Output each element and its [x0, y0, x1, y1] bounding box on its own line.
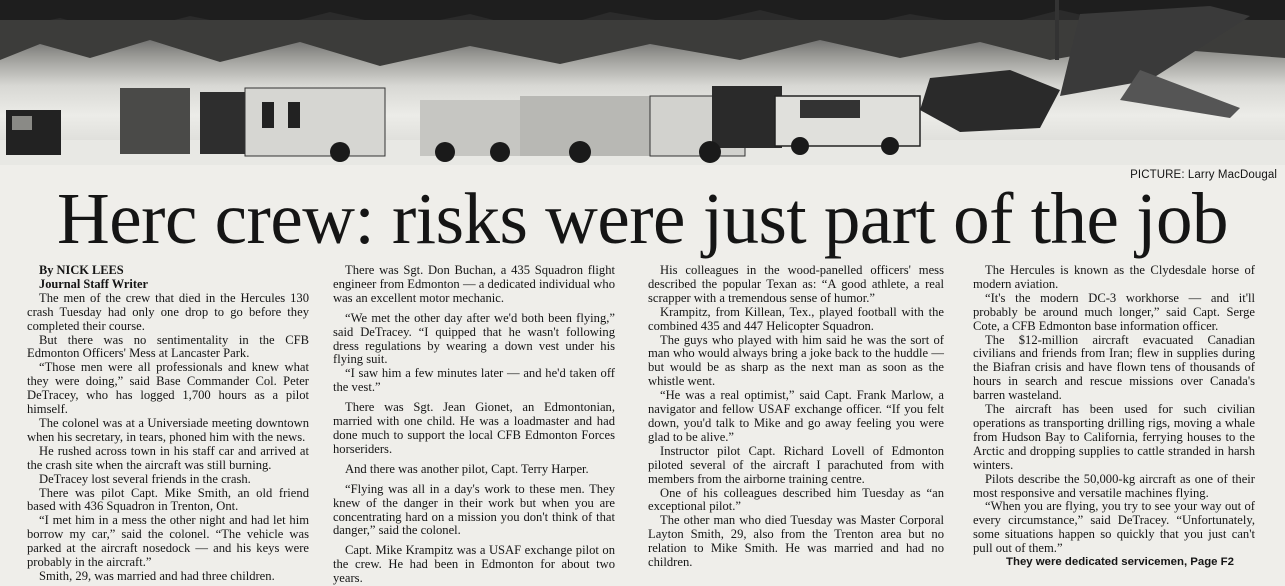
- paragraph: One of his colleagues described him Tuesday as “an exceptional pilot.”: [648, 485, 944, 514]
- paragraph: “We met the other day after we'd both been flying,” said DeTracey. “I quipped that he wasn't following dress regulations by wearing a down vest under his flying suit.: [333, 310, 615, 367]
- paragraph: Smith, 29, was married and had three children.: [39, 568, 275, 583]
- paragraph: Capt. Mike Krampitz was a USAF exchange pilot on the crew. He had been in Edmonton for about two years.: [333, 543, 615, 586]
- paragraph: The guys who played with him said he was the sort of man who would always bring a joke back to the huddle — but would be as sharp as the next man as soon as the whistle went.: [648, 332, 944, 389]
- paragraph: The colonel was at a Universiade meeting downtown when his secretary, in tears, phoned him with the news.: [27, 415, 309, 444]
- paragraph: The Hercules is known as the Clydesdale horse of modern aviation.: [973, 263, 1255, 291]
- byline-role: Journal Staff Writer: [39, 276, 148, 291]
- article-column-4: [973, 264, 1255, 570]
- news-photo: [0, 0, 1285, 165]
- byline-author: By NICK LEES: [39, 263, 124, 277]
- paragraph: There was Sgt. Don Buchan, a 435 Squadron flight engineer from Edmonton — a dedicated individual who was an excellent motor mechanic.: [333, 263, 615, 305]
- paragraph: The other man who died Tuesday was Master Corporal Layton Smith, 29, also from the Trenton area but no relation to Mike Smith. He was married and had no children.: [648, 513, 944, 570]
- paragraph: His colleagues in the wood-panelled officers' mess described the popular Texan as: “A good athlete, a real scrapper with a tremendous sense of humor.”: [648, 263, 944, 305]
- paragraph: There was pilot Capt. Mike Smith, an old friend based with 436 Squadron in Trenton, Ont.: [27, 485, 309, 514]
- paragraph: “I saw him a few minutes later — and he'd taken off the vest.”: [333, 366, 615, 395]
- paragraph: There was Sgt. Jean Gionet, an Edmontonian, married with one child. He was a loadmaster and had done much to support the local CFB Edmonton Forces horseriders.: [333, 400, 615, 456]
- paragraph: The $12-million aircraft evacuated Canadian civilians and friends from Iran; flew in supplies during the Biafran crisis and have flown tens of thousands of hours in search and rescue missions over Canada's barren wasteland.: [973, 332, 1255, 403]
- paragraph: “Flying was all in a day's work to these men. They knew of the danger in their work but when you are concentrating hard on a mission you don't think of that danger,” said the colonel.: [333, 481, 615, 538]
- photo-credit: PICTURE: Larry MacDougal: [1130, 169, 1277, 181]
- paragraph: “Those men were all professionals and knew what they were doing,” said Base Commander Col. Peter DeTracey, who has logged 1,700 hours as a pilot himself.: [27, 360, 309, 417]
- paragraph: The men of the crew that died in the Hercules 130 crash Tuesday had only one drop to go before they completed their course.: [27, 290, 309, 333]
- paragraph: But there was no sentimentality in the CFB Edmonton Officers' Mess at Lancaster Park.: [27, 332, 309, 361]
- paragraph: Instructor pilot Capt. Richard Lovell of Edmonton piloted several of the aircraft I parachuted from with members from the airborne training centre.: [648, 443, 944, 486]
- crash-site-photo: [0, 0, 1285, 165]
- paragraph: “When you are flying, you try to see your way out of every circumstance,” said DeTracey. “Unfortunately, some situations happen so quickly that you just can't pull out of them.”: [973, 499, 1255, 556]
- paragraph: “I met him in a mess the other night and had let him borrow my car,” said the colonel. “The vehicle was parked at the aircraft nosedock — and his keys were probably in the aircraft.”: [27, 513, 309, 570]
- paragraph: And there was another pilot, Capt. Terry Harper.: [345, 461, 589, 476]
- paragraph: “It's the modern DC-3 workhorse — and it'll probably be around much longer,” said Capt. Serge Cote, a CFB Edmonton base information officer.: [973, 290, 1255, 333]
- article-column-2: [333, 264, 615, 586]
- paragraph: DeTracey lost several friends in the crash.: [39, 471, 251, 486]
- paragraph: He rushed across town in his staff car and arrived at the crash site when the aircraft was still burning.: [27, 443, 309, 472]
- article-column-1: [27, 264, 309, 584]
- paragraph: Pilots describe the 50,000-kg aircraft as one of their most responsive and versatile machines flying.: [973, 471, 1255, 500]
- paragraph: Krampitz, from Killean, Tex., played football with the combined 435 and 447 Helicopter Squadron.: [648, 304, 944, 333]
- paragraph: “He was a real optimist,” said Capt. Frank Marlow, a navigator and fellow USAF exchange officer. “If you felt down, you'd talk to Mike and go away feeling you were glad to be alive.”: [648, 388, 944, 444]
- headline: Herc crew: risks were just part of the job: [57, 178, 1228, 259]
- paragraph: The aircraft has been used for such civilian operations as transporting drilling rigs, moving a whale from Hudson Bay to California, ferrying houses to the Arctic and dropping supplies to cattle stranded in harsh winters.: [973, 402, 1255, 472]
- article-column-3: [648, 264, 944, 570]
- jump-line: They were dedicated servicemen, Page F2: [1006, 556, 1234, 569]
